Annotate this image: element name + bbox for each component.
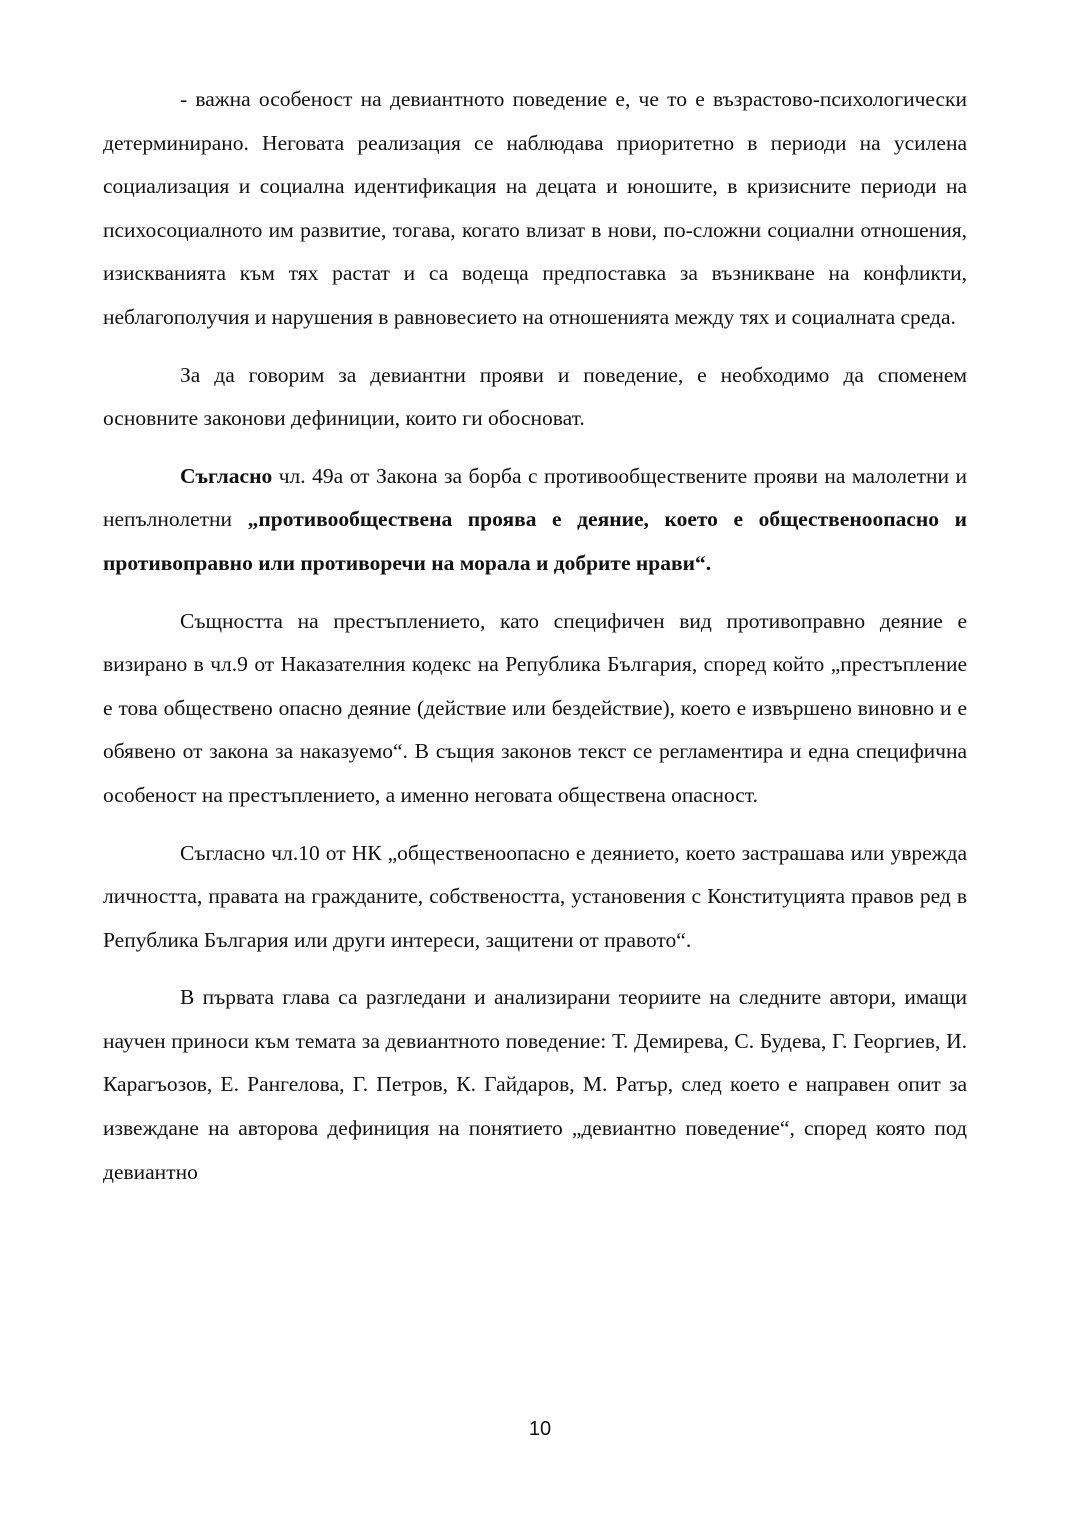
paragraph-antisocial-act-definition: [103, 455, 967, 586]
bold-definition-quote: „противообществена проява е деяние, което е общественоопасно и противоправно или противоречи на морала и добрите нрави“.: [103, 507, 967, 575]
article-reference-text: чл. 49а от Закона за борба с противообществените прояви на малолетни и непълнолетни: [103, 463, 967, 532]
bold-lead-word: Съгласно: [180, 463, 273, 488]
paragraph-age-psychological-determination: - важна особеност на девиантното поведение е, че то е възрастово-психологически детерминирано. Неговата реализация се наблюдава приоритетно в периоди на усилена социализация и социална идентификация на децата и юношите, в кризисните периоди на психосоциалното им развитие, тогава, когато влизат в нови, по-сложни социални отношения, изискванията към тях растат и са водеща предпоставка за възникване на конфликти, неблагополучия и нарушения в равновесието на отношенията между тях и социалната среда.: [103, 87, 967, 329]
paragraph-crime-definition: Същността на престъплението, като специфичен вид противоправно деяние е визирано в чл.9 от Наказателния кодекс на Република България, според който „престъпление е това обществено опасно деяние (действие или бездействие), което е извършено виновно и е обявено от закона за наказуемо“. В същия законов текст се регламентира и една специфична особеност на престъплението, а именно неговата обществена опасност.: [103, 608, 967, 807]
page-number: 10: [528, 1418, 552, 1440]
paragraph-public-danger-definition: Съгласно чл.10 от НК „общественоопасно е деянието, което застрашава или уврежда личността, правата на гражданите, собствеността, установения с Конституцията правов ред в Република България или други интереси, защитени от правото“.: [103, 840, 967, 952]
paragraph-chapter-one-authors: В първата глава са разгледани и анализирани теориите на следните автори, имащи научен приноси към темата за девиантното поведение: Т. Демирева, С. Будева, Г. Георгиев, И. Карагъозов, Е. Рангелова, Г. Петров, К. Гайдаров, М. Ратър, след което е направен опит за извеждане на авторова дефиниция на понятието „девиантно поведение“, според която под девиантно: [103, 985, 967, 1184]
page-body: [103, 78, 967, 1194]
paragraph-legal-definitions-intro: За да говорим за девиантни прояви и поведение, е необходимо да споменем основните законови дефиниции, които ги обосноват.: [103, 362, 967, 431]
